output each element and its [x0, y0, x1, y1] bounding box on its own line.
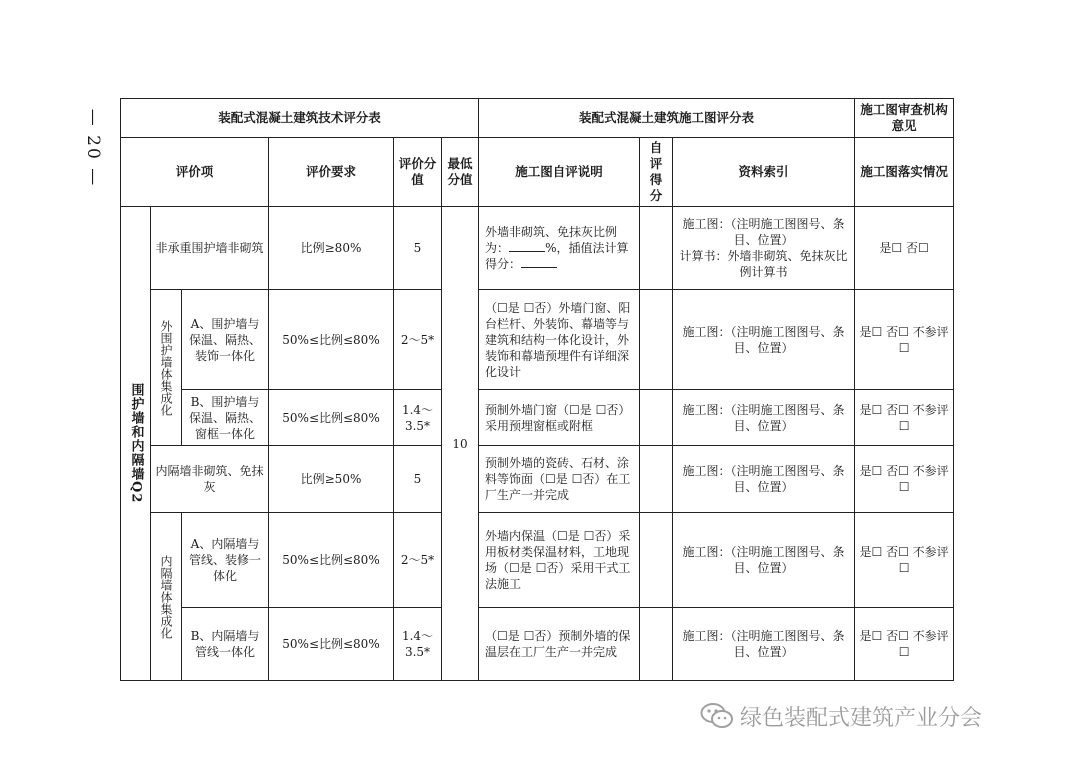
self-score-cell[interactable] [640, 390, 673, 446]
header-review-opinion: 施工图审查机构意见 [855, 99, 954, 138]
self-score-cell[interactable] [640, 513, 673, 608]
header-tech-table: 装配式混凝土建筑技术评分表 [121, 99, 479, 138]
self-score-cell[interactable] [640, 608, 673, 681]
subgroup-inner-label: 内隔墙体集成化 [159, 554, 173, 639]
doc-index-cell: 施工图：（注明施工图图号、条目、位置） [673, 290, 855, 390]
subgroup-outer-label: 外围护墙体集成化 [159, 319, 173, 416]
category-label: 围护墙和内隔墙Q2 [128, 383, 144, 504]
score-cell: 5 [394, 446, 442, 513]
header-implementation: 施工图落实情况 [855, 138, 954, 207]
implementation-cell[interactable]: 是☐ 否☐ 不参评☐ [855, 446, 954, 513]
watermark-text: 绿色装配式建筑产业分会 [740, 705, 983, 731]
implementation-cell[interactable]: 是☐ 否☐ 不参评☐ [855, 513, 954, 608]
item-cell: A、围护墙与保温、隔热、装饰一体化 [182, 290, 269, 390]
doc-index-cell [673, 207, 855, 290]
score-cell: 5 [394, 207, 442, 290]
self-score-cell[interactable] [640, 207, 673, 290]
implementation-cell[interactable]: 是☐ 否☐ 不参评☐ [855, 608, 954, 681]
requirement-cell: 50%≤比例≤80% [269, 290, 394, 390]
requirement-cell: 比例≥50% [269, 446, 394, 513]
self-eval-desc-cell [479, 207, 640, 290]
doc-index-cell: 施工图：（注明施工图图号、条目、位置） [673, 390, 855, 446]
subgroup-outer-cell [151, 290, 182, 446]
score-cell: 2～5* [394, 513, 442, 608]
doc-index-cell: 施工图：（注明施工图图号、条目、位置） [673, 513, 855, 608]
item-cell: 内隔墙非砌筑、免抹灰 [151, 446, 269, 513]
implementation-cell[interactable]: 是☐ 否☐ 不参评☐ [855, 290, 954, 390]
self-score-cell[interactable] [640, 290, 673, 390]
requirement-cell: 50%≤比例≤80% [269, 608, 394, 681]
table-header-row-1 [121, 99, 954, 138]
self-eval-desc-cell: 预制外墙的瓷砖、石材、涂料等饰面（☐是 ☐否）在工厂生产一并完成 [479, 446, 640, 513]
doc-index-cell: 施工图：（注明施工图图号、条目、位置） [673, 446, 855, 513]
implementation-cell[interactable]: 是☐ 否☐ [855, 207, 954, 290]
requirement-cell: 比例≥80% [269, 207, 394, 290]
desc-text: %，插值法计算得分： [485, 241, 629, 271]
wechat-icon [700, 702, 734, 730]
header-drawing-table: 装配式混凝土建筑施工图评分表 [479, 99, 855, 138]
item-cell: B、内隔墙与管线一体化 [182, 608, 269, 681]
watermark [700, 698, 982, 734]
header-eval-item: 评价项 [121, 138, 269, 207]
doc-line: 计算书：外墙非砌筑、免抹灰比例计算书 [679, 249, 848, 279]
header-eval-requirement: 评价要求 [269, 138, 394, 207]
implementation-cell[interactable]: 是☐ 否☐ 不参评☐ [855, 390, 954, 446]
score-blank[interactable] [521, 256, 557, 268]
table-row [121, 390, 954, 446]
score-cell: 1.4～3.5* [394, 390, 442, 446]
item-cell: B、围护墙与保温、隔热、窗框一体化 [182, 390, 269, 446]
header-eval-score: 评价分值 [394, 138, 442, 207]
item-cell: A、内隔墙与管线、装修一体化 [182, 513, 269, 608]
table-row [121, 290, 954, 390]
header-self-score: 自评得分 [640, 138, 673, 207]
self-score-cell[interactable] [640, 446, 673, 513]
score-cell: 2～5* [394, 290, 442, 390]
table-row [121, 446, 954, 513]
table-header-row-2 [121, 138, 954, 207]
requirement-cell: 50%≤比例≤80% [269, 513, 394, 608]
doc-index-cell: 施工图：（注明施工图图号、条目、位置） [673, 608, 855, 681]
subgroup-inner-cell [151, 513, 182, 681]
doc-line: 施工图：（注明施工图图号、条目、位置） [682, 217, 845, 247]
self-eval-desc-cell: （☐是 ☐否）外墙门窗、阳台栏杆、外装饰、幕墙等与建筑和结构一体化设计，外装饰和幕墙预埋件有详细深化设计 [479, 290, 640, 390]
self-eval-desc-cell: 外墙内保温（☐是 ☐否）采用板材类保温材料，工地现场（☐是 ☐否）采用干式工法施工 [479, 513, 640, 608]
min-score-cell: 10 [442, 207, 479, 681]
table-row [121, 513, 954, 608]
page-number: — 20 — [83, 108, 104, 188]
requirement-cell: 50%≤比例≤80% [269, 390, 394, 446]
item-cell: 非承重围护墙非砌筑 [151, 207, 269, 290]
header-self-eval-desc: 施工图自评说明 [479, 138, 640, 207]
header-min-score: 最低分值 [442, 138, 479, 207]
table-row [121, 207, 954, 290]
score-cell: 1.4～3.5* [394, 608, 442, 681]
self-eval-desc-cell: （☐是 ☐否）预制外墙的保温层在工厂生产一并完成 [479, 608, 640, 681]
category-cell [121, 207, 151, 681]
table-row [121, 608, 954, 681]
desc-text: 外墙非砌筑、免抹灰比例为： [485, 225, 618, 255]
self-eval-desc-cell: 预制外墙门窗（☐是 ☐否）采用预埋窗框或附框 [479, 390, 640, 446]
header-doc-index: 资料索引 [673, 138, 855, 207]
score-table [120, 98, 954, 681]
ratio-blank[interactable] [509, 240, 545, 252]
